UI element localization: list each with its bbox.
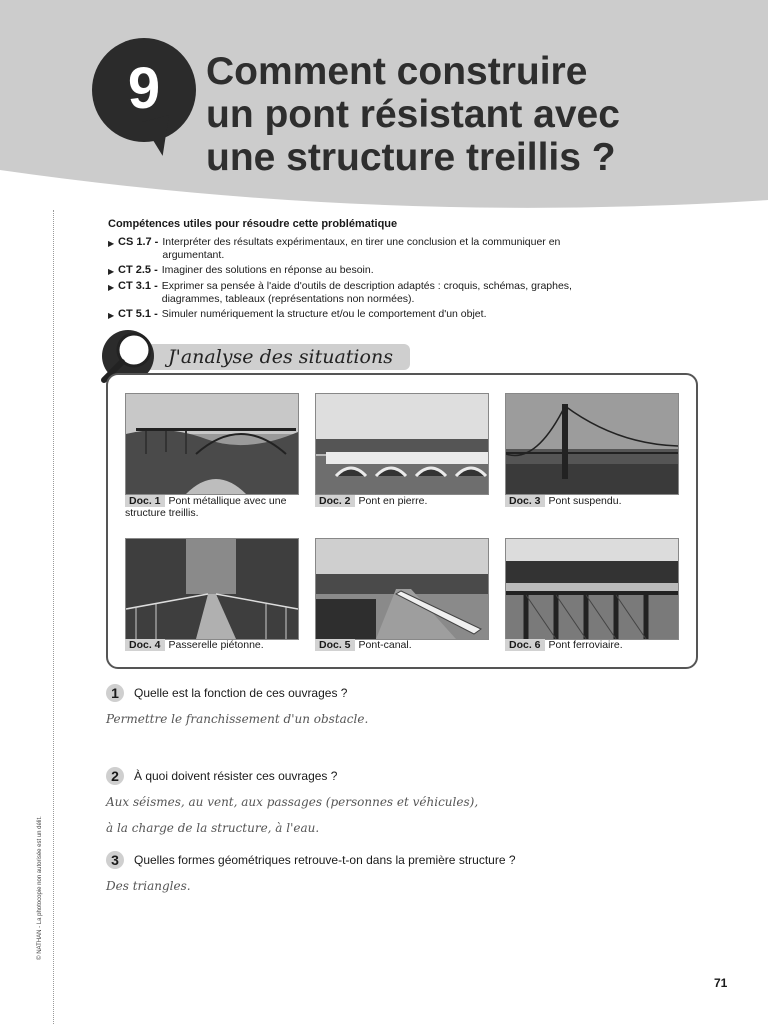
bullet-icon: ▶ bbox=[108, 267, 115, 276]
answer-2-line-2: à la charge de la structure, à l'eau. bbox=[106, 821, 320, 835]
skill-item bbox=[108, 264, 708, 278]
doc-label: Doc. 1 bbox=[125, 495, 165, 507]
answer-3-line-1: Des triangles. bbox=[106, 879, 191, 893]
doc-caption bbox=[315, 639, 493, 651]
question-1 bbox=[106, 684, 347, 702]
bullet-icon: ▶ bbox=[108, 239, 115, 248]
section-title: J'analyse des situations bbox=[168, 346, 393, 368]
question-2 bbox=[106, 767, 337, 785]
skill-code: CT 3.1 - bbox=[118, 280, 158, 292]
doc-caption-text: Pont-canal. bbox=[358, 639, 412, 651]
doc-label: Doc. 3 bbox=[505, 495, 545, 507]
doc-caption-text: Passerelle piétonne. bbox=[168, 639, 264, 651]
title-line-1: Comment construire bbox=[206, 50, 588, 93]
skills-heading: Compétences utiles pour résoudre cette problématique bbox=[108, 218, 398, 230]
answer-2-line-1: Aux séismes, au vent, aux passages (personnes et véhicules), bbox=[106, 795, 479, 809]
doc-caption bbox=[505, 495, 683, 507]
question-text: Quelle est la fonction de ces ouvrages ? bbox=[134, 686, 348, 700]
skill-text: Interpréter des résultats expérimentaux, en tirer une conclusion et la communiquer en argumentant. bbox=[162, 236, 561, 261]
question-number: 3 bbox=[106, 851, 124, 869]
skill-code: CS 1.7 - bbox=[118, 236, 159, 248]
skill-text: Exprimer sa pensée à l'aide d'outils de description adaptés : croquis, schémas, graphes, diagrammes, tableaux (représentations non normées). bbox=[161, 280, 572, 305]
doc-caption-text: Pont ferroviaire. bbox=[548, 639, 623, 651]
skill-code: CT 2.5 - bbox=[118, 264, 158, 276]
doc-caption-text: Pont en pierre. bbox=[358, 495, 428, 507]
doc-label: Doc. 4 bbox=[125, 639, 165, 651]
skill-item bbox=[108, 280, 708, 306]
doc-caption bbox=[315, 495, 493, 507]
photo-suspension-bridge bbox=[505, 393, 679, 495]
photo-stone-bridge bbox=[315, 393, 489, 495]
bullet-icon: ▶ bbox=[108, 283, 115, 292]
title-line-3: une structure treillis ? bbox=[206, 136, 616, 179]
photo-truss-bridge bbox=[125, 393, 299, 495]
doc-label: Doc. 2 bbox=[315, 495, 355, 507]
copyright-note: © NATHAN - La photocopie non autorisée est un délit. bbox=[37, 816, 43, 960]
skill-item bbox=[108, 308, 708, 322]
doc-label: Doc. 6 bbox=[505, 639, 545, 651]
skill-code: CT 5.1 - bbox=[118, 308, 158, 320]
margin-rule bbox=[53, 210, 54, 1024]
doc-caption-text: Pont métallique avec une structure treillis. bbox=[125, 495, 287, 519]
page-number: 71 bbox=[714, 976, 728, 990]
question-text: À quoi doivent résister ces ouvrages ? bbox=[134, 769, 338, 783]
doc-label: Doc. 5 bbox=[315, 639, 355, 651]
page-title bbox=[206, 50, 746, 179]
doc-caption bbox=[505, 639, 683, 651]
question-number: 1 bbox=[106, 684, 124, 702]
bullet-icon: ▶ bbox=[108, 311, 115, 320]
photo-railway-bridge bbox=[505, 538, 679, 640]
chapter-number: 9 bbox=[127, 56, 161, 121]
doc-caption bbox=[125, 495, 303, 519]
question-3 bbox=[106, 851, 516, 869]
skill-text: Imaginer des solutions en réponse au besoin. bbox=[161, 264, 374, 276]
photo-canal-bridge bbox=[315, 538, 489, 640]
answer-1-line-1: Permettre le franchissement d'un obstacle. bbox=[106, 712, 369, 726]
skills-section bbox=[108, 218, 708, 324]
question-number: 2 bbox=[106, 767, 124, 785]
doc-caption-text: Pont suspendu. bbox=[548, 495, 622, 507]
title-line-2: un pont résistant avec bbox=[206, 93, 620, 136]
skill-item bbox=[108, 236, 708, 262]
doc-caption bbox=[125, 639, 303, 651]
photo-footbridge bbox=[125, 538, 299, 640]
skill-text: Simuler numériquement la structure et/ou le comportement d'un objet. bbox=[161, 308, 487, 320]
question-text: Quelles formes géométriques retrouve-t-on dans la première structure ? bbox=[134, 853, 516, 867]
